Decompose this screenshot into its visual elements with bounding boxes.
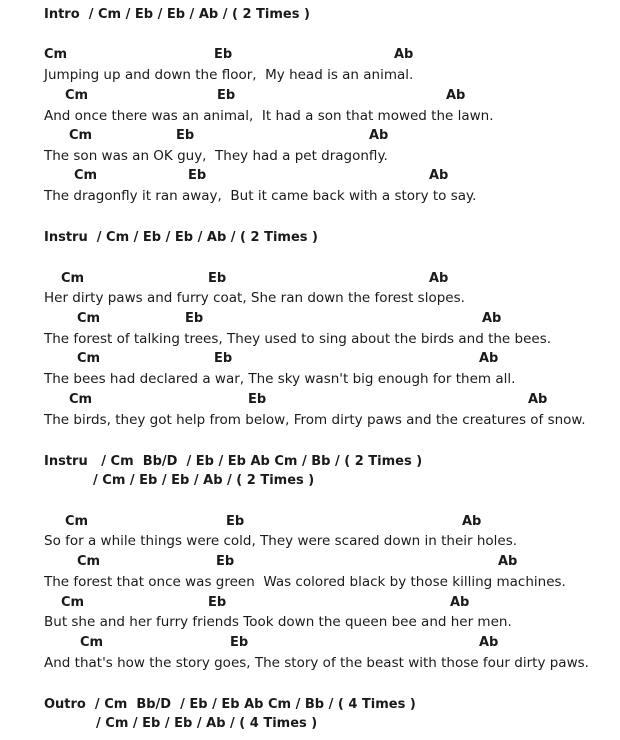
lyric-line: The dragonfly it ran away, But it came back with a story to say. <box>44 188 477 204</box>
instrumental-line: Instru / Cm / Eb / Eb / Ab / ( 2 Times ) <box>44 230 318 245</box>
lyric-line: So for a while things were cold, They were scared down in their holes. <box>44 533 518 549</box>
chord: Ab <box>429 168 449 183</box>
lyric-line: The birds, they got help from below, From dirty paws and the creatures of snow. <box>44 412 586 428</box>
chord: Eb <box>230 635 249 650</box>
chord: Ab <box>479 351 499 366</box>
chord: Ab <box>450 595 470 610</box>
lyric-line: The forest that once was green Was colored black by those killing machines. <box>44 574 566 590</box>
chord: Cm <box>77 311 101 326</box>
chord: Ab <box>498 554 518 569</box>
outro-line: Outro / Cm Bb/D / Eb / Eb Ab Cm / Bb / ( 4 Times ) <box>44 697 416 712</box>
chord: Cm <box>80 635 104 650</box>
chord: Ab <box>479 635 499 650</box>
instrumental-line: Instru / Cm Bb/D / Eb / Eb Ab Cm / Bb / ( 2 Times ) <box>44 454 423 469</box>
chord: Ab <box>429 271 449 286</box>
chord: Cm <box>65 88 89 103</box>
chord: Ab <box>446 88 466 103</box>
lyric-line: Jumping up and down the floor, My head is an animal. <box>44 67 414 83</box>
chord: Cm <box>74 168 98 183</box>
chord: Eb <box>248 392 267 407</box>
instrumental-line-2: / Cm / Eb / Eb / Ab / ( 2 Times ) <box>93 473 315 488</box>
chord: Ab <box>462 514 482 529</box>
lyric-line: The son was an OK guy, They had a pet dragonfly. <box>44 148 388 164</box>
chord: Cm <box>77 351 101 366</box>
lyric-line: The forest of talking trees, They used to sing about the birds and the bees. <box>44 331 552 347</box>
chord: Cm <box>61 271 85 286</box>
chord: Eb <box>214 351 233 366</box>
chord: Eb <box>214 47 233 62</box>
chord: Eb <box>216 554 235 569</box>
outro-line-2: / Cm / Eb / Eb / Ab / ( 4 Times ) <box>96 716 318 731</box>
chord: Eb <box>208 271 227 286</box>
chord: Ab <box>482 311 502 326</box>
chord: Eb <box>226 514 245 529</box>
chord: Eb <box>185 311 204 326</box>
chord: Cm <box>44 47 68 62</box>
lyric-line: But she and her furry friends Took down the queen bee and her men. <box>44 614 512 630</box>
chord: Ab <box>394 47 414 62</box>
lyric-line: Her dirty paws and furry coat, She ran down the forest slopes. <box>44 290 465 306</box>
chord: Cm <box>69 128 93 143</box>
chord: Ab <box>369 128 389 143</box>
chord: Ab <box>528 392 548 407</box>
lyric-line: The bees had declared a war, The sky wasn't big enough for them all. <box>44 371 516 387</box>
intro-line: Intro / Cm / Eb / Eb / Ab / ( 2 Times ) <box>44 7 310 22</box>
chord: Eb <box>176 128 195 143</box>
chord: Cm <box>69 392 93 407</box>
chord: Eb <box>188 168 207 183</box>
chord: Cm <box>61 595 85 610</box>
chord: Eb <box>217 88 236 103</box>
lyric-line: And once there was an animal, It had a son that mowed the lawn. <box>44 108 494 124</box>
chord: Eb <box>208 595 227 610</box>
chord: Cm <box>65 514 89 529</box>
chord: Cm <box>77 554 101 569</box>
lyric-line: And that's how the story goes, The story of the beast with those four dirty paws. <box>44 655 589 671</box>
